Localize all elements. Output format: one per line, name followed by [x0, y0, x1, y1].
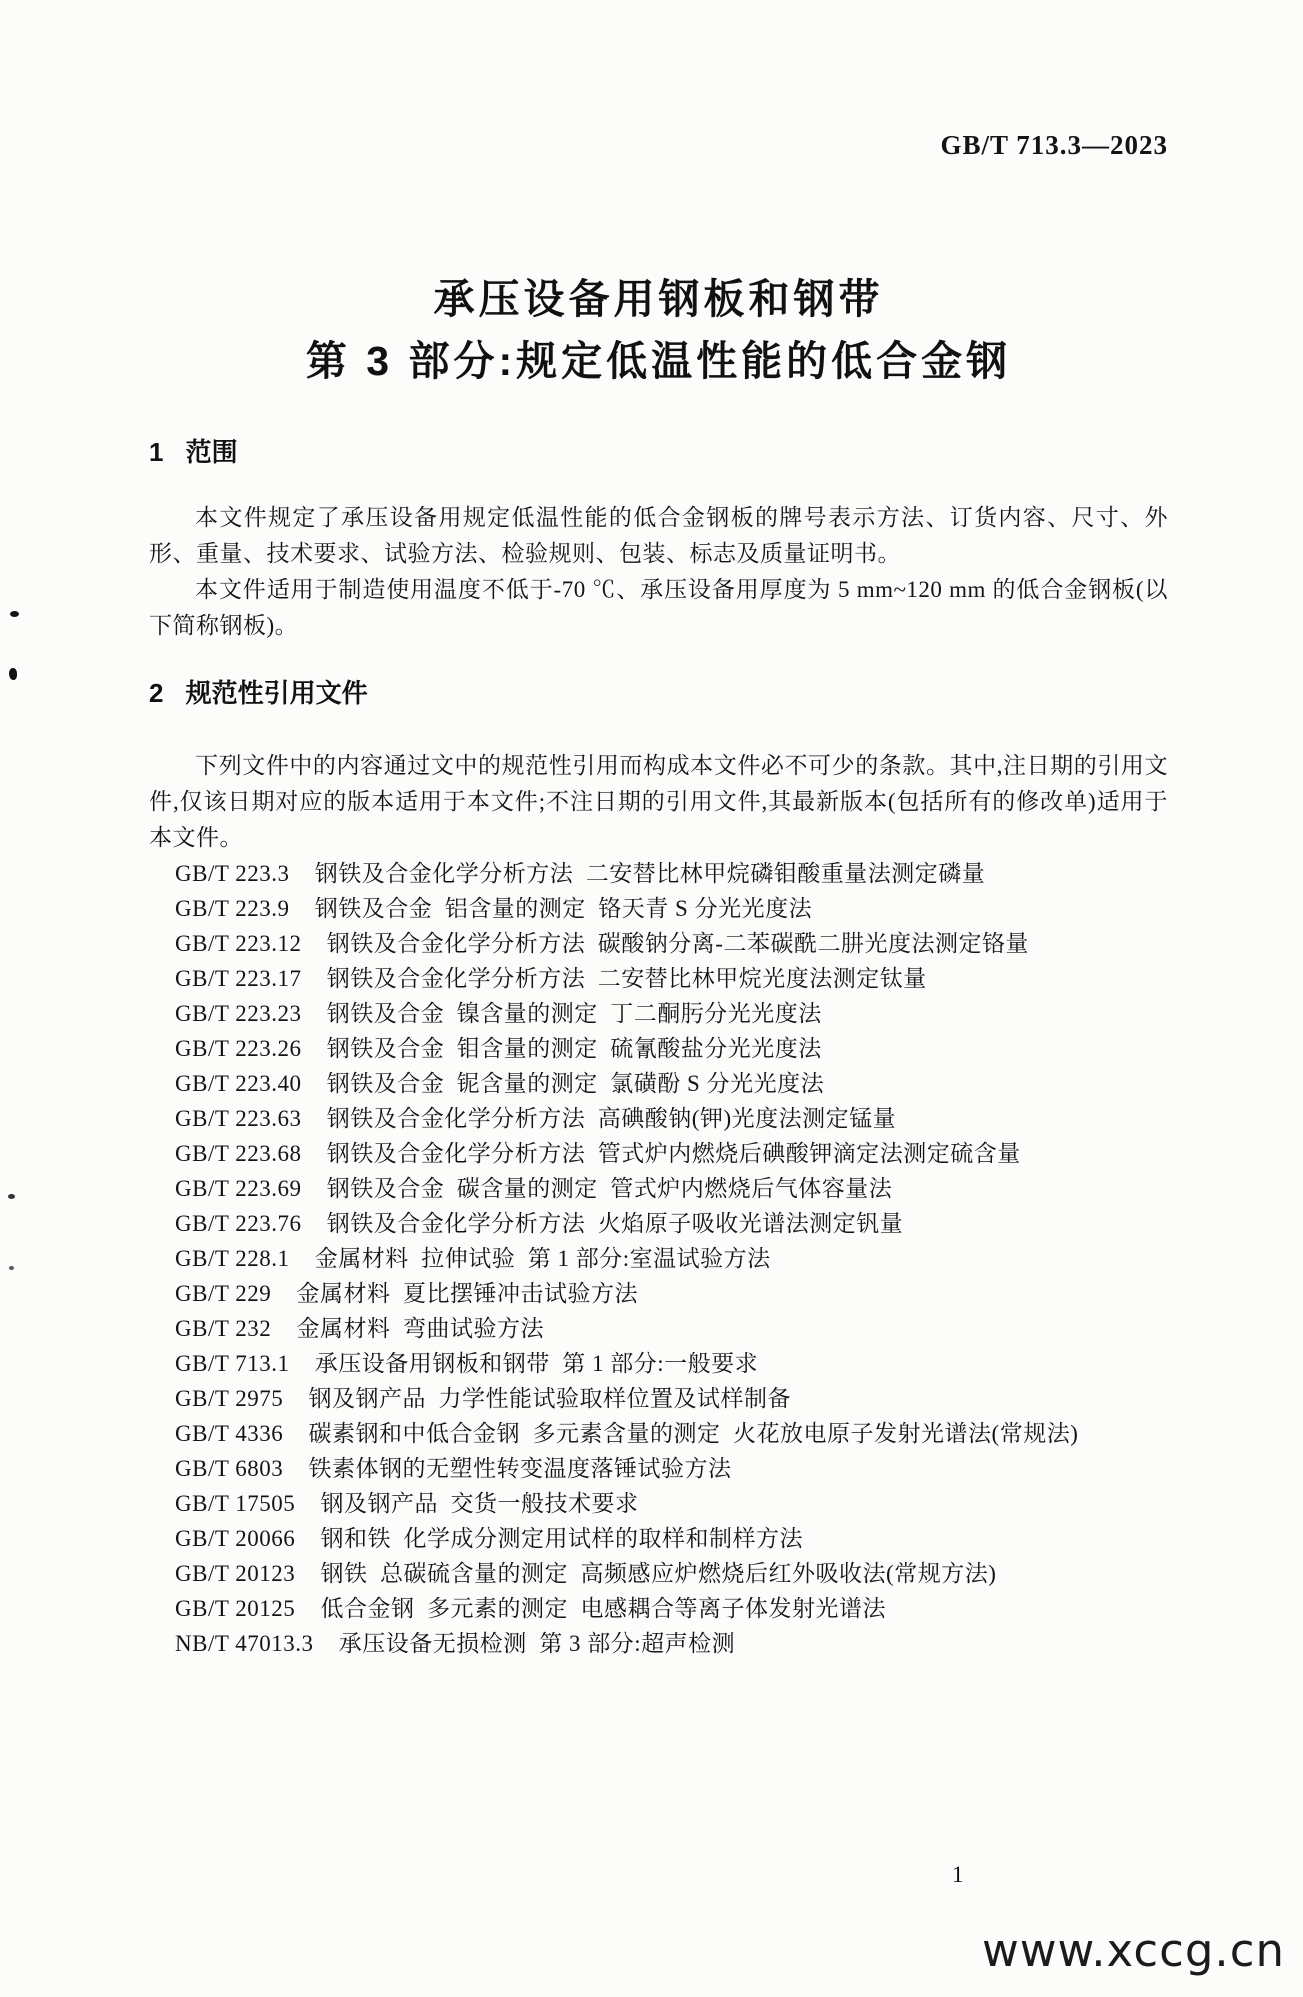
reference-title: 铁素体钢的无塑性转变温度落锤试验方法: [308, 1456, 732, 1481]
reference-code: GB/T 223.68: [175, 1141, 302, 1166]
reference-item: [175, 1066, 1168, 1101]
reference-item: [175, 1451, 1168, 1486]
references-list: [175, 856, 1168, 1661]
section-heading-label: 范围: [185, 437, 238, 467]
reference-title: 钢铁及合金化学分析方法 碳酸钠分离-二苯碳酰二肼光度法测定铬量: [326, 931, 1029, 956]
document-title-line-2: 第 3 部分:规定低温性能的低合金钢: [305, 338, 1012, 384]
scan-speck: [9, 668, 17, 680]
reference-item: [175, 926, 1168, 961]
reference-title: 承压设备无损检测 第 3 部分:超声检测: [338, 1631, 736, 1656]
reference-title: 钢铁及合金 碳含量的测定 管式炉内燃烧后气体容量法: [326, 1176, 893, 1201]
reference-title: 钢铁及合金化学分析方法 火焰原子吸收光谱法测定钒量: [326, 1211, 904, 1236]
reference-title: 钢及钢产品 交货一般技术要求: [320, 1491, 639, 1516]
reference-code: GB/T 228.1: [175, 1246, 290, 1271]
reference-item: [175, 961, 1168, 996]
reference-item: [175, 1556, 1168, 1591]
reference-code: GB/T 223.12: [175, 931, 302, 956]
reference-code: GB/T 223.69: [175, 1176, 302, 1201]
reference-code: GB/T 6803: [175, 1456, 284, 1481]
reference-title: 低合金钢 多元素的测定 电感耦合等离子体发射光谱法: [320, 1596, 887, 1621]
reference-code: GB/T 4336: [175, 1421, 284, 1446]
reference-item: [175, 1381, 1168, 1416]
reference-item: [175, 1591, 1168, 1626]
reference-title: 钢铁及合金 铝含量的测定 铬天青 S 分光光度法: [314, 896, 813, 921]
watermark: www.xccg.cn: [981, 1924, 1285, 1977]
reference-title: 钢铁及合金化学分析方法 高碘酸钠(钾)光度法测定锰量: [326, 1106, 897, 1131]
reference-item: [175, 1136, 1168, 1171]
section-number: 2: [149, 678, 164, 708]
reference-code: GB/T 17505: [175, 1491, 296, 1516]
reference-code: GB/T 713.1: [175, 1351, 290, 1376]
scan-speck: [9, 1266, 14, 1270]
reference-item: [175, 856, 1168, 891]
reference-item: [175, 1486, 1168, 1521]
reference-item: [175, 1276, 1168, 1311]
reference-title: 承压设备用钢板和钢带 第 1 部分:一般要求: [314, 1351, 759, 1376]
reference-item: [175, 1626, 1168, 1661]
reference-code: GB/T 223.17: [175, 966, 302, 991]
reference-code: GB/T 20125: [175, 1596, 296, 1621]
reference-item: [175, 1171, 1168, 1206]
standard-number: GB/T 713.3—2023: [940, 130, 1168, 160]
scope-paragraph-2: 本文件适用于制造使用温度不低于-70 ℃、承压设备用厚度为 5 mm~120 mm 的低合金钢板(以下简称钢板)。: [149, 577, 1168, 638]
reference-code: GB/T 223.76: [175, 1211, 302, 1236]
scanned-standard-page: [0, 130, 1303, 1997]
normative-references-intro: 下列文件中的内容通过文中的规范性引用而构成本文件必不可少的条款。其中,注日期的引用文件,仅该日期对应的版本适用于本文件;不注日期的引用文件,其最新版本(包括所有的修改单)适用于本文件。: [149, 753, 1168, 850]
section-heading-normative-references: [149, 678, 1168, 708]
reference-code: GB/T 229: [175, 1281, 272, 1306]
page-content: [0, 130, 1303, 1661]
section-heading-label: 规范性引用文件: [185, 678, 368, 708]
reference-title: 钢铁及合金化学分析方法 管式炉内燃烧后碘酸钾滴定法测定硫含量: [326, 1141, 1021, 1166]
section-heading-scope: [149, 437, 1168, 467]
reference-code: GB/T 223.40: [175, 1071, 302, 1096]
reference-item: [175, 1346, 1168, 1381]
reference-item: [175, 1031, 1168, 1066]
reference-code: GB/T 223.63: [175, 1106, 302, 1131]
reference-title: 钢铁及合金 钼含量的测定 硫氰酸盐分光光度法: [326, 1036, 822, 1061]
reference-item: [175, 996, 1168, 1031]
reference-item: [175, 1416, 1168, 1451]
reference-title: 钢铁及合金 镍含量的测定 丁二酮肟分光光度法: [326, 1001, 822, 1026]
reference-title: 钢及钢产品 力学性能试验取样位置及试样制备: [308, 1386, 792, 1411]
reference-code: GB/T 223.3: [175, 861, 290, 886]
document-title: [149, 268, 1168, 392]
reference-title: 金属材料 拉伸试验 第 1 部分:室温试验方法: [314, 1246, 771, 1271]
reference-title: 钢铁及合金化学分析方法 二安替比林甲烷光度法测定钛量: [326, 966, 927, 991]
page-number: 1: [952, 1862, 964, 1887]
reference-title: 钢铁及合金 铌含量的测定 氯磺酚 S 分光光度法: [326, 1071, 825, 1096]
reference-code: GB/T 223.23: [175, 1001, 302, 1026]
reference-code: NB/T 47013.3: [175, 1631, 314, 1656]
reference-title: 金属材料 夏比摆锤冲击试验方法: [296, 1281, 639, 1306]
reference-title: 钢和铁 化学成分测定用试样的取样和制样方法: [320, 1526, 804, 1551]
reference-code: GB/T 232: [175, 1316, 272, 1341]
scan-speck: [10, 611, 19, 617]
reference-item: [175, 1311, 1168, 1346]
reference-item: [175, 1521, 1168, 1556]
reference-title: 金属材料 弯曲试验方法: [296, 1316, 545, 1341]
reference-code: GB/T 223.9: [175, 896, 290, 921]
reference-item: [175, 1206, 1168, 1241]
reference-title: 钢铁 总碳硫含量的测定 高频感应炉燃烧后红外吸收法(常规方法): [320, 1561, 997, 1586]
reference-code: GB/T 223.26: [175, 1036, 302, 1061]
reference-item: [175, 1101, 1168, 1136]
document-title-line-1: 承压设备用钢板和钢带: [433, 276, 884, 322]
scope-paragraph-1: 本文件规定了承压设备用规定低温性能的低合金钢板的牌号表示方法、订货内容、尺寸、外形、重量、技术要求、试验方法、检验规则、包装、标志及质量证明书。: [149, 505, 1168, 566]
section-number: 1: [149, 437, 164, 467]
reference-title: 碳素钢和中低合金钢 多元素含量的测定 火花放电原子发射光谱法(常规法): [308, 1421, 1079, 1446]
reference-code: GB/T 2975: [175, 1386, 284, 1411]
scan-speck: [8, 1194, 15, 1199]
reference-item: [175, 1241, 1168, 1276]
reference-code: GB/T 20123: [175, 1561, 296, 1586]
reference-code: GB/T 20066: [175, 1526, 296, 1551]
reference-title: 钢铁及合金化学分析方法 二安替比林甲烷磷钼酸重量法测定磷量: [314, 861, 986, 886]
reference-item: [175, 891, 1168, 926]
